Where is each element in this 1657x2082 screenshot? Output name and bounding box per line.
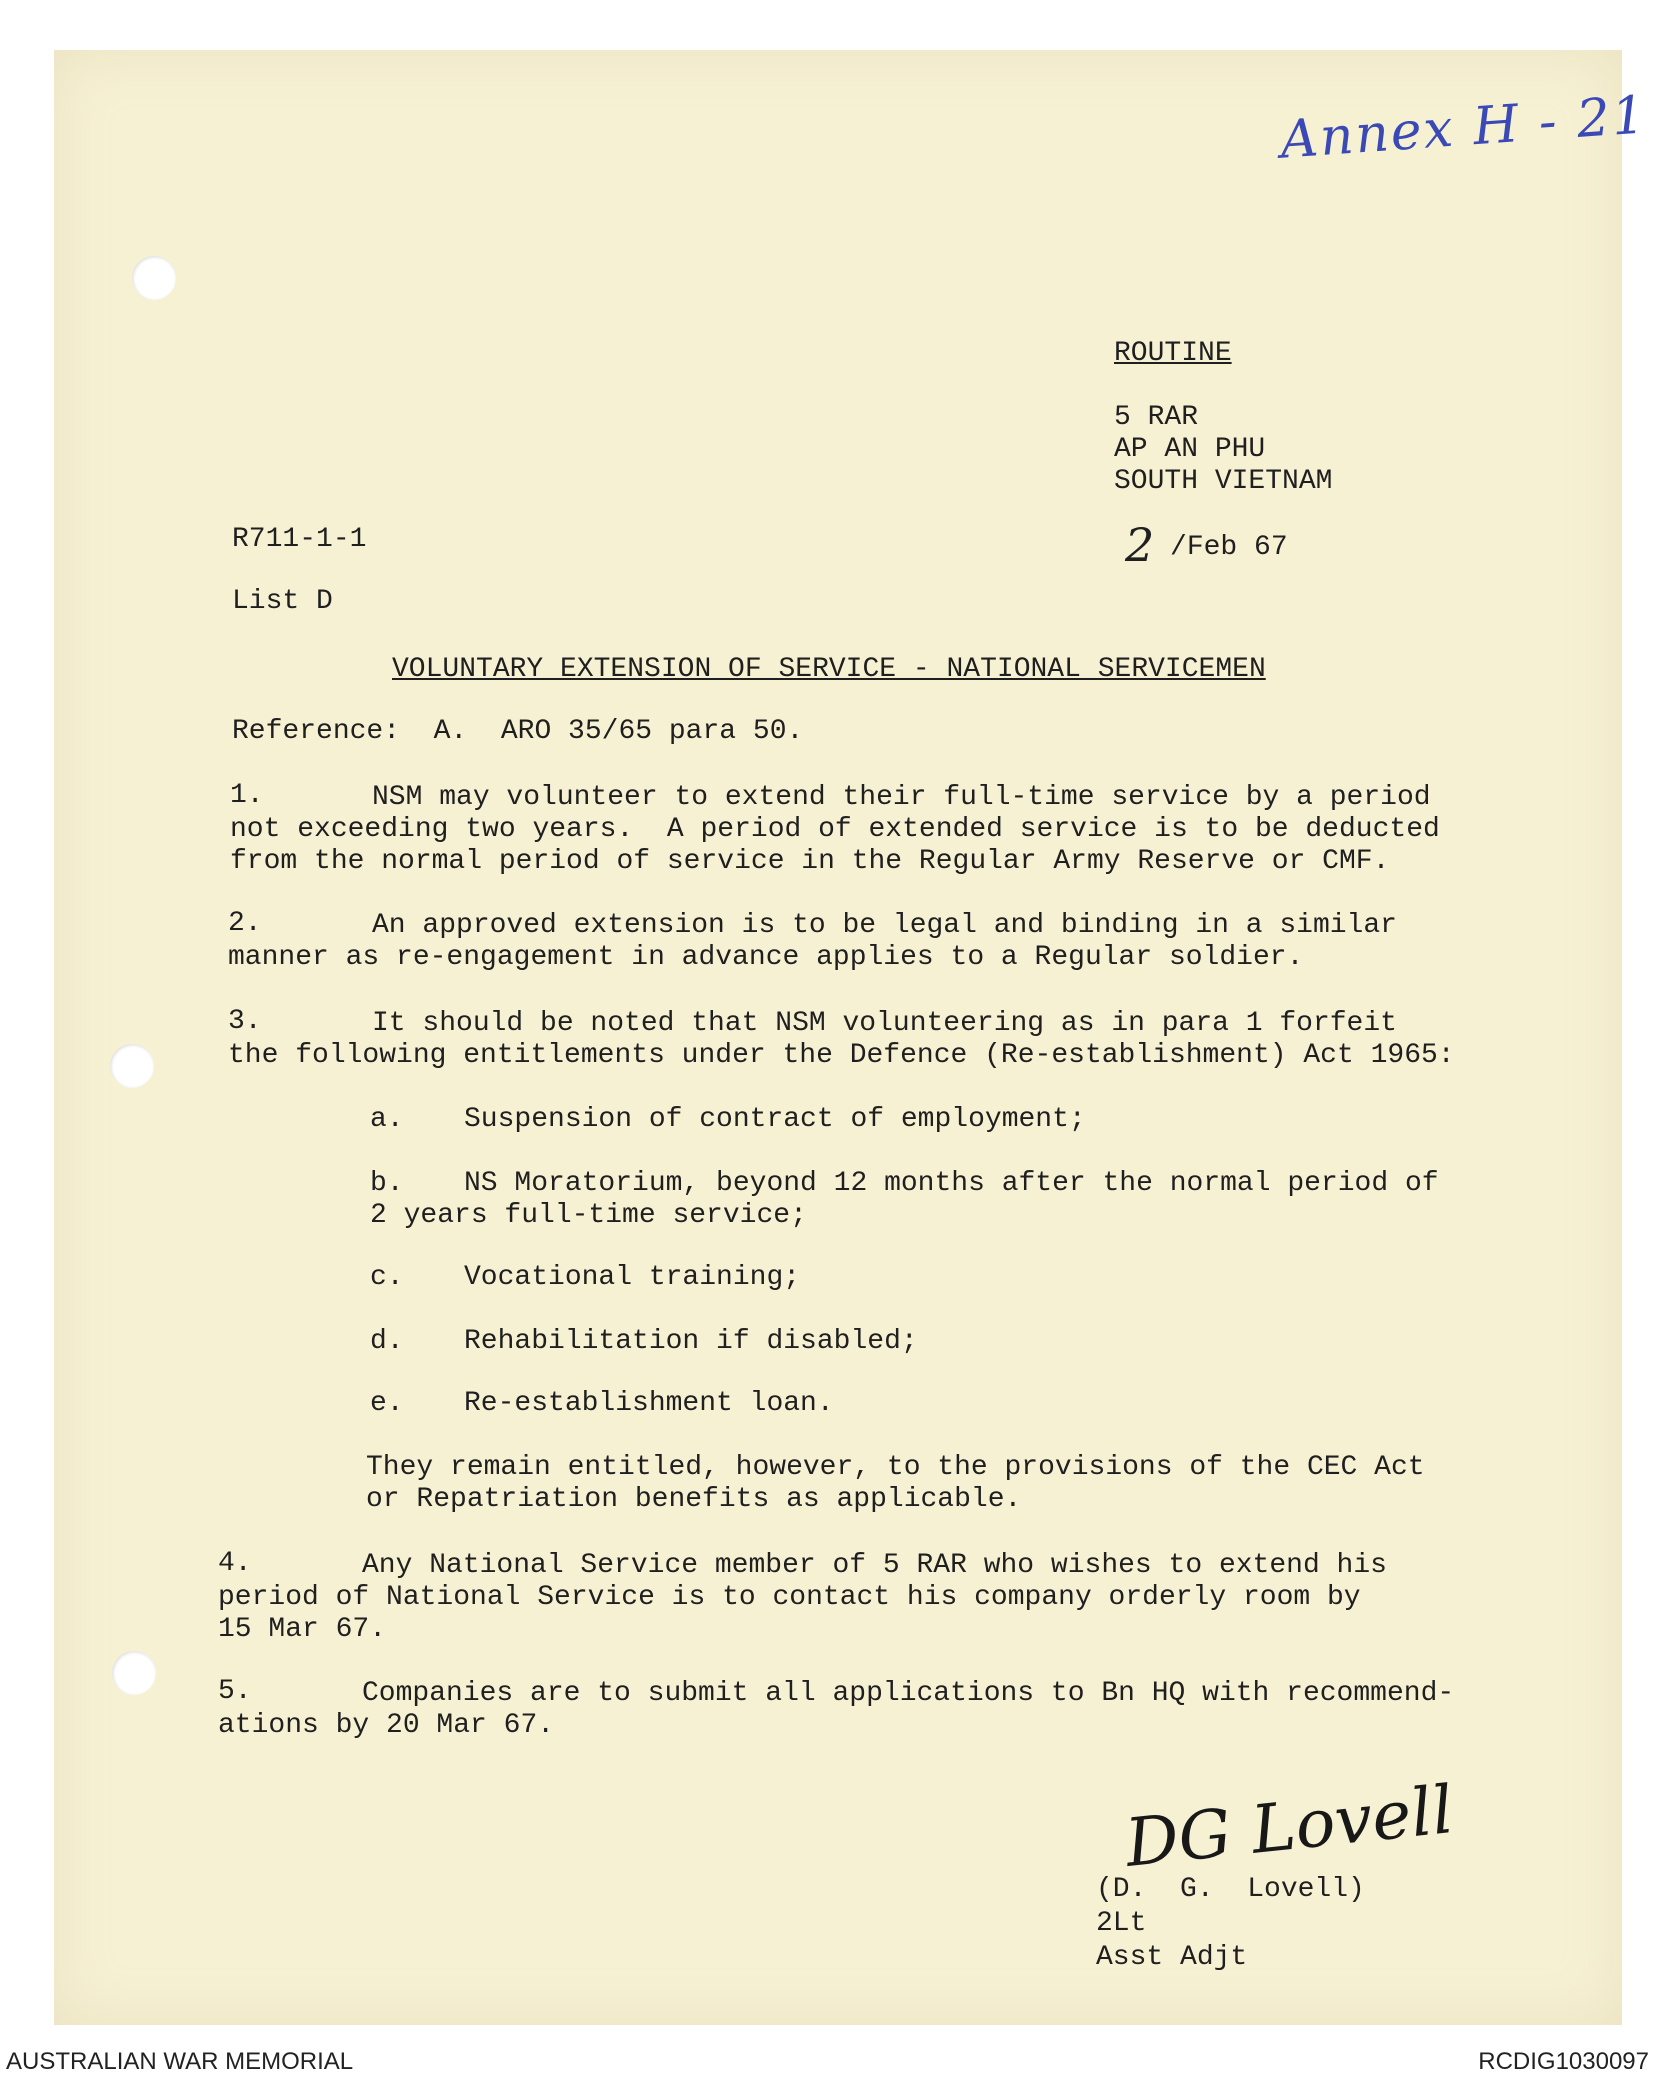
archive-source: AUSTRALIAN WAR MEMORIAL (6, 2048, 354, 2075)
remain-line-1: They remain entitled, however, to the provisions of the CEC Act (366, 1452, 1425, 1483)
paragraph-4-line-3: 15 Mar 67. (218, 1614, 387, 1645)
signatory-appointment: Asst Adjt (1096, 1942, 1248, 1973)
paragraph-4-number: 4. (218, 1548, 252, 1579)
handwritten-date-day: 2 (1125, 518, 1155, 572)
subitem-d-text: Rehabilitation if disabled; (464, 1326, 918, 1357)
signatory-name: (D. G. Lovell) (1096, 1874, 1365, 1905)
paragraph-3-line-1: It should be noted that NSM volunteering as in para 1 forfeit (372, 1008, 1397, 1039)
subitem-c-text: Vocational training; (464, 1262, 801, 1293)
paragraph-3-line-2: the following entitlements under the Defence (Re-establishment) Act 1965: (228, 1040, 1455, 1071)
handwritten-annex-note: Annex H - 21 (1278, 85, 1649, 171)
subitem-b-line-2: 2 years full-time service; (370, 1200, 807, 1231)
address-line-2: AP AN PHU (1114, 434, 1266, 465)
paragraph-1-number: 1. (230, 780, 264, 811)
file-reference: R711-1-1 (232, 524, 367, 555)
precedence-label: ROUTINE (1114, 338, 1232, 369)
address-line-3: SOUTH VIETNAM (1114, 466, 1333, 497)
subitem-a-letter: a. (370, 1104, 404, 1135)
paragraph-2-line-2: manner as re-engagement in advance applies to a Regular soldier. (228, 942, 1304, 973)
subitem-d-letter: d. (370, 1326, 404, 1357)
subitem-a-text: Suspension of contract of employment; (464, 1104, 1086, 1135)
paragraph-4-line-2: period of National Service is to contact his company orderly room by (218, 1582, 1361, 1613)
punch-hole-top (132, 256, 176, 300)
paragraph-1-line-1: NSM may volunteer to extend their full-time service by a period (372, 782, 1431, 813)
subitem-c-letter: c. (370, 1262, 404, 1293)
document-title: VOLUNTARY EXTENSION OF SERVICE - NATIONAL SERVICEMEN (392, 654, 1266, 685)
signatory-rank: 2Lt (1096, 1908, 1147, 1939)
paragraph-5-line-1: Companies are to submit all applications to Bn HQ with recommend- (362, 1678, 1455, 1709)
handwritten-signature: DG Lovell (1121, 1771, 1457, 1882)
date-month-year: Feb 67 (1186, 532, 1288, 563)
paragraph-1-line-3: from the normal period of service in the Regular Army Reserve or CMF. (230, 846, 1390, 877)
archive-id: RCDIG1030097 (1478, 2048, 1649, 2075)
paragraph-3-number: 3. (228, 1006, 262, 1037)
subitem-b-letter: b. (370, 1168, 404, 1199)
address-line-1: 5 RAR (1114, 402, 1199, 433)
subitem-e-text: Re-establishment loan. (464, 1388, 834, 1419)
punch-hole-middle (110, 1044, 154, 1088)
date-text: /Feb 67 (1170, 532, 1288, 563)
remain-line-2: or Repatriation benefits as applicable. (366, 1484, 1022, 1515)
subitem-b-line-1: NS Moratorium, beyond 12 months after the normal period of (464, 1168, 1439, 1199)
paragraph-1-line-2: not exceeding two years. A period of extended service is to be deducted (230, 814, 1440, 845)
paragraph-2-line-1: An approved extension is to be legal and binding in a similar (372, 910, 1397, 941)
punch-hole-bottom (112, 1651, 156, 1695)
paragraph-2-number: 2. (228, 908, 262, 939)
distribution-list: List D (232, 586, 333, 617)
paragraph-4-line-1: Any National Service member of 5 RAR who wishes to extend his (362, 1550, 1387, 1581)
paragraph-5-number: 5. (218, 1676, 252, 1707)
subitem-e-letter: e. (370, 1388, 404, 1419)
paragraph-5-line-2: ations by 20 Mar 67. (218, 1710, 555, 1741)
reference-line: Reference: A. ARO 35/65 para 50. (232, 716, 804, 747)
